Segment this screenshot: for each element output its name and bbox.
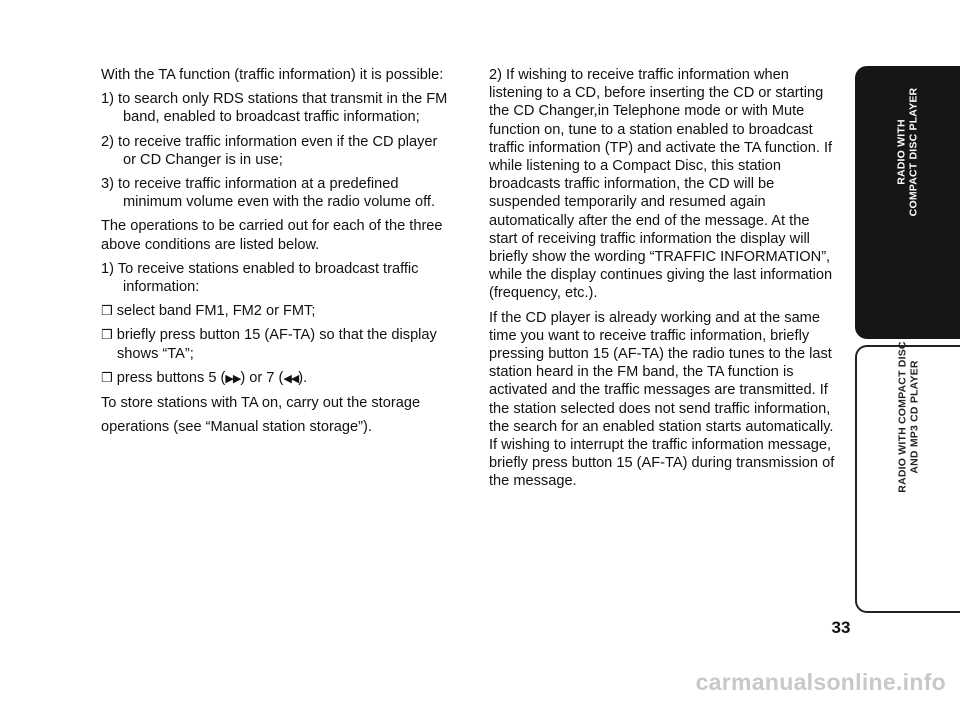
right-column <box>489 66 837 497</box>
tab-label-line: COMPACT DISC PLAYER <box>906 87 919 217</box>
tab-radio-cd-player[interactable] <box>855 66 960 339</box>
cd-traffic-paragraph: 2) If wishing to receive traffic information when listening to a CD, before inserting the CD or starting the CD Changer,in Telephone mode or with Mute function on, tune to a station enabled to broadcast traffic information (TP) and activate the TA function. If while listening to a Compact Disc, this station broadcasts traffic information, the CD will be suspended temporarily and resumed again automatically after the end of the message. At the start of receiving traffic information the display will briefly show the wording “TRAFFIC INFORMATION”, while the display continues giving the last information (frequency, etc.). <box>489 67 833 302</box>
checkbox-bullet-icon: ❒ <box>101 303 113 319</box>
checkbox-bullet-icon: ❒ <box>101 327 113 343</box>
bullet-select-band <box>101 302 451 320</box>
tab-label-line: AND MP3 CD PLAYER <box>907 360 920 474</box>
bullet-text: press buttons 5 ( <box>116 369 226 386</box>
page-number: 33 <box>831 618 851 637</box>
fast-rewind-icon: ◀◀ <box>283 372 299 385</box>
tab-radio-cd-mp3-label <box>897 341 920 492</box>
bullet-press-buttons <box>101 369 451 388</box>
store-line-1: To store stations with TA on, carry out the storage <box>101 395 421 412</box>
bullet-text: briefly press button 15 (AF-TA) so that the display shows “TA”; <box>116 327 437 362</box>
fast-forward-icon: ▶▶ <box>225 372 241 385</box>
step-1-heading: 1) To receive stations enabled to broadcast traffic information: <box>101 260 419 296</box>
tab-radio-cd-player-label <box>896 88 919 217</box>
cd-working-paragraph: If the CD player is already working and at the same time you want to receive traffic information, briefly pressing button 15 (AF-TA) the radio tunes to the last station heard in the FM band, the TA function is activated and the traffic messages are transmitted. If the station selected does not send traffic information, the search for an enabled station starts automatically. If wishing to interrupt the traffic information message, briefly press button 15 (AF-TA) during transmission of the message. <box>489 309 835 490</box>
left-column <box>101 66 451 442</box>
ta-item-3: 3) to receive traffic information at a predefined minimum volume even with the radio volume off. <box>101 176 436 211</box>
ta-intro: With the TA function (traffic information) it is possible: <box>101 67 444 83</box>
tab-radio-cd-mp3-player[interactable] <box>855 341 960 613</box>
ta-item-2: 2) to receive traffic information even if the CD player or CD Changer is in use; <box>101 133 438 168</box>
bullet-text: ). <box>298 369 308 386</box>
store-line-2: operations (see “Manual station storage”). <box>101 419 372 436</box>
bullet-press-button <box>101 326 451 362</box>
ta-item-1: 1) to search only RDS stations that transmit in the FM band, enabled to broadcast traffic information; <box>101 91 448 126</box>
checkbox-bullet-icon: ❒ <box>101 369 113 385</box>
operations-text: The operations to be carried out for each of the three above conditions are listed below. <box>101 218 443 253</box>
bullet-text: ) or 7 ( <box>240 369 284 386</box>
watermark: carmanualsonline.info <box>695 669 946 695</box>
bullet-text: select band FM1, FM2 or FMT; <box>116 303 316 320</box>
tab-label-line: RADIO WITH <box>895 119 907 185</box>
tab-label-line: RADIO WITH COMPACT DISC <box>896 341 908 493</box>
